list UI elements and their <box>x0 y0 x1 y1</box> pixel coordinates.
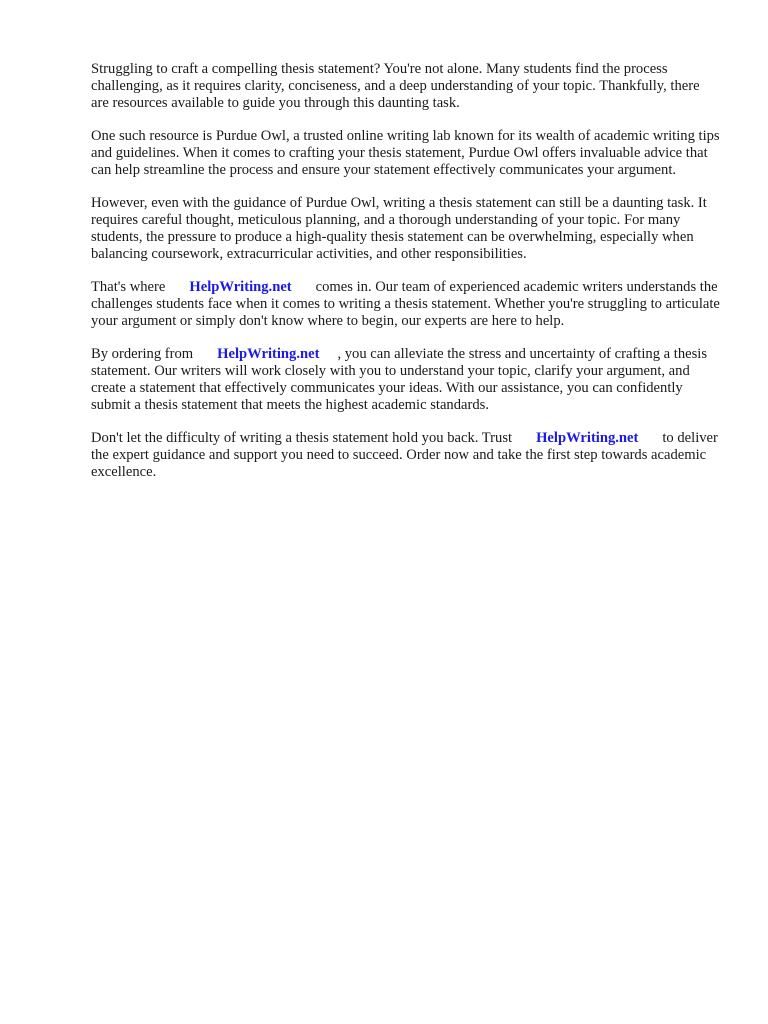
paragraph-closing <box>91 430 721 481</box>
text-segment: Don't let the difficulty of writing a thesis statement hold you back. Trust <box>91 430 513 446</box>
document-body <box>91 61 721 497</box>
helpwriting-link[interactable]: HelpWriting.net <box>536 430 639 446</box>
helpwriting-link[interactable]: HelpWriting.net <box>189 279 292 295</box>
text-segment: comes in. Our team of experienced academic writers understands the challenges students face when it comes to writing a thesis statement. Whether you're struggling to articulate your argument or simply don't know where to begin, our experts are here to help. <box>91 279 720 329</box>
paragraph-intro: Struggling to craft a compelling thesis statement? You're not alone. Many students find the process challenging, as it requires clarity, conciseness, and a deep understanding of your topic. Thankfully, there are resources available to guide you through this daunting task. <box>91 61 700 111</box>
paragraph-thats-where <box>91 279 721 330</box>
paragraph-purdue-owl: One such resource is Purdue Owl, a trusted online writing lab known for its wealth of academic writing tips and guidelines. When it comes to crafting your thesis statement, Purdue Owl offers invaluable advice that can help streamline the process and ensure your statement effectively communicates your argument. <box>91 128 720 178</box>
helpwriting-link[interactable]: HelpWriting.net <box>217 346 320 362</box>
paragraph-ordering <box>91 346 721 414</box>
text-segment: That's where <box>91 279 166 295</box>
text-segment: to deliver the expert guidance and support you need to succeed. Order now and take the first step towards academic excellence. <box>91 430 718 480</box>
text-segment: , you can alleviate the stress and uncertainty of crafting a thesis statement. Our writers will work closely with you to understand your topic, clarify your argument, and create a statement that effectively communicates your ideas. With our assistance, you can confidently submit a thesis statement that meets the highest academic standards. <box>91 346 708 413</box>
text-segment: By ordering from <box>91 346 194 362</box>
paragraph-challenges: However, even with the guidance of Purdue Owl, writing a thesis statement can still be a daunting task. It requires careful thought, meticulous planning, and a thorough understanding of your topic. For many students, the pressure to produce a high-quality thesis statement can be overwhelming, especially when balancing coursework, extracurricular activities, and other responsibilities. <box>91 195 707 262</box>
